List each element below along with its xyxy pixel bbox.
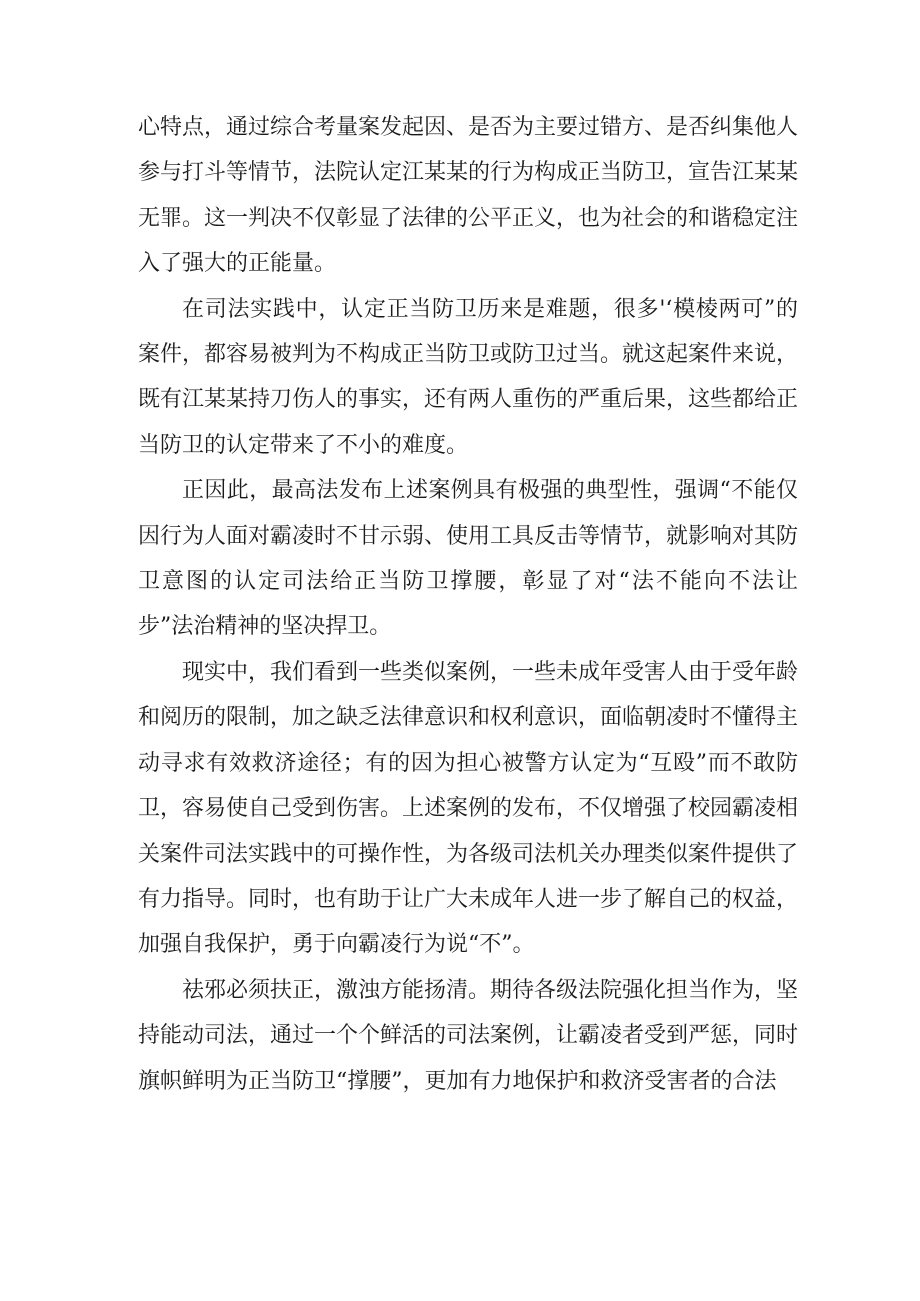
paragraph: 祛邪必须扶正，激浊方能扬清。期待各级法院强化担当作为，坚持能动司法，通过一个个鲜活的司法案例，让霸凌者受到严惩，同时旗帜鲜明为正当防卫“撑腰”，更加有力地保护和救济受害者的合法 — [138, 977, 799, 1094]
article-body — [138, 105, 798, 1104]
paragraph: 现实中，我们看到一些类似案例，一些未成年受害人由于受年龄和阅历的限制，加之缺乏法律意识和权利意识，面临朝凌时不懂得主动寻求有效救济途径；有的因为担心被警方认定为“互殴”而不敢防卫，容易使自己受到伤害。上述案例的发布，不仅增强了校园霸凌相关案件司法实践中的可操作性，为各级司法机关办理类似案件提供了有力指导。同时，也有助于让广大未成年人进一步了解自己的权益，加强自我保护，勇于向霸凌行为说“不”。 — [138, 659, 799, 958]
paragraph-continuation: 心特点，通过综合考量案发起因、是否为主要过错方、是否纠集他人参与打斗等情节，法院认定江某某的行为构成正当防卫，宣告江某某无罪。这一判决不仅彰显了法律的公平正义，也为社会的和谐稳定注入了强大的正能量。 — [138, 115, 799, 277]
paragraph: 在司法实践中，认定正当防卫历来是难题，很多'‘模棱两可”的案件，都容易被判为不构成正当防卫或防卫过当。就这起案件来说，既有江某某持刀伤人的事实，还有两人重伤的严重后果，这些都给正当防卫的认定带来了不小的难度。 — [138, 296, 799, 458]
paragraph: 正因此，最高法发布上述案例具有极强的典型性，强调“不能仅因行为人面对霸凌时不甘示弱、使用工具反击等情节，就影响对其防卫意图的认定司法给正当防卫撑腰，彰显了对“法不能向不法让步”法治精神的坚决捍卫。 — [138, 478, 799, 640]
